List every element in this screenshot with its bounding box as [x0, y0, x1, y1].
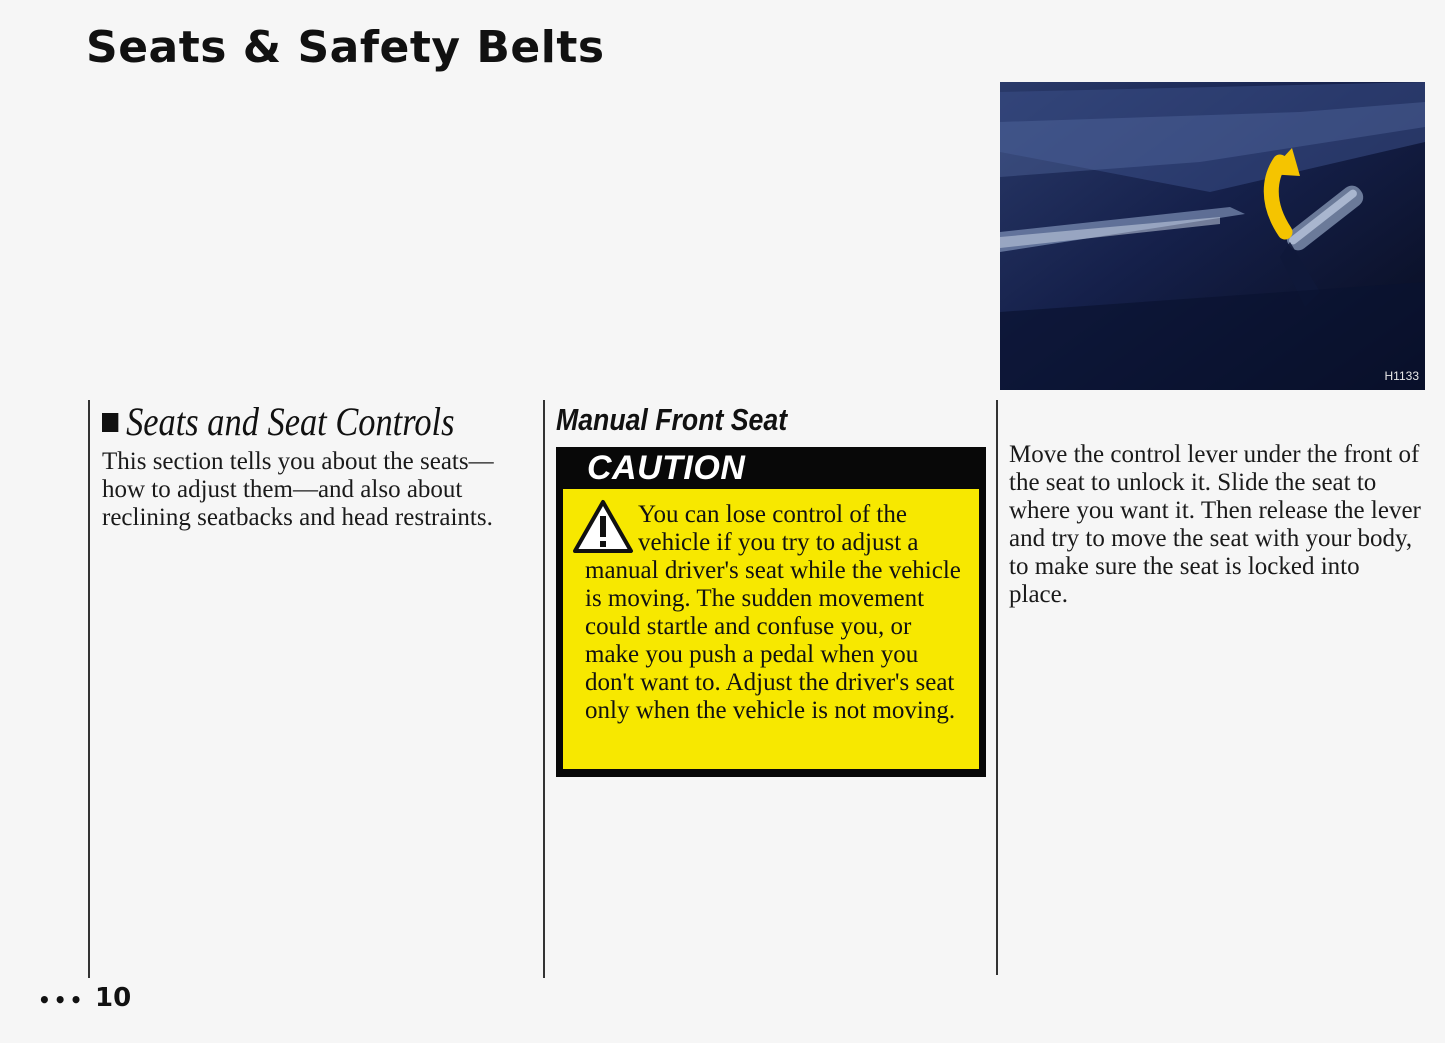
seat-adjust-instructions: Move the control lever under the front of the seat to unlock it. Slide the seat to where you want it. Then release the lever and try to move the seat with your body, to make sure the seat is locked into place. — [1009, 441, 1421, 608]
page-title: Seats & Safety Belts — [86, 22, 605, 73]
column-divider-middle — [543, 400, 545, 978]
seat-lever-photo — [1000, 82, 1425, 390]
bullet-square-icon — [102, 413, 118, 432]
caution-label: CAUTION — [587, 449, 746, 487]
caution-text: You can lose control of the vehicle if you try to adjust a manual driver's seat while the vehicle is moving. The sudden movement could startle and confuse you, or make you push a pedal when you don't want to. Adjust the driver's seat only when the vehicle is not moving. — [585, 501, 961, 724]
caution-box — [556, 447, 986, 777]
column-divider-left — [88, 400, 90, 978]
section-intro-text: This section tells you about the seats—how to adjust them—and also about reclining seatbacks and head restraints. — [102, 448, 494, 531]
section-heading — [102, 398, 454, 445]
manual-front-seat-heading: Manual Front Seat — [556, 402, 788, 437]
caution-content — [563, 489, 979, 769]
page-dots: ••• — [38, 988, 86, 1012]
column-divider-right — [996, 400, 998, 975]
section-heading-text: Seats and Seat Controls — [126, 399, 455, 444]
photo-code: H1133 — [1384, 369, 1419, 383]
seat-lever-illustration — [1000, 82, 1425, 390]
page-number: 10 — [95, 983, 132, 1013]
